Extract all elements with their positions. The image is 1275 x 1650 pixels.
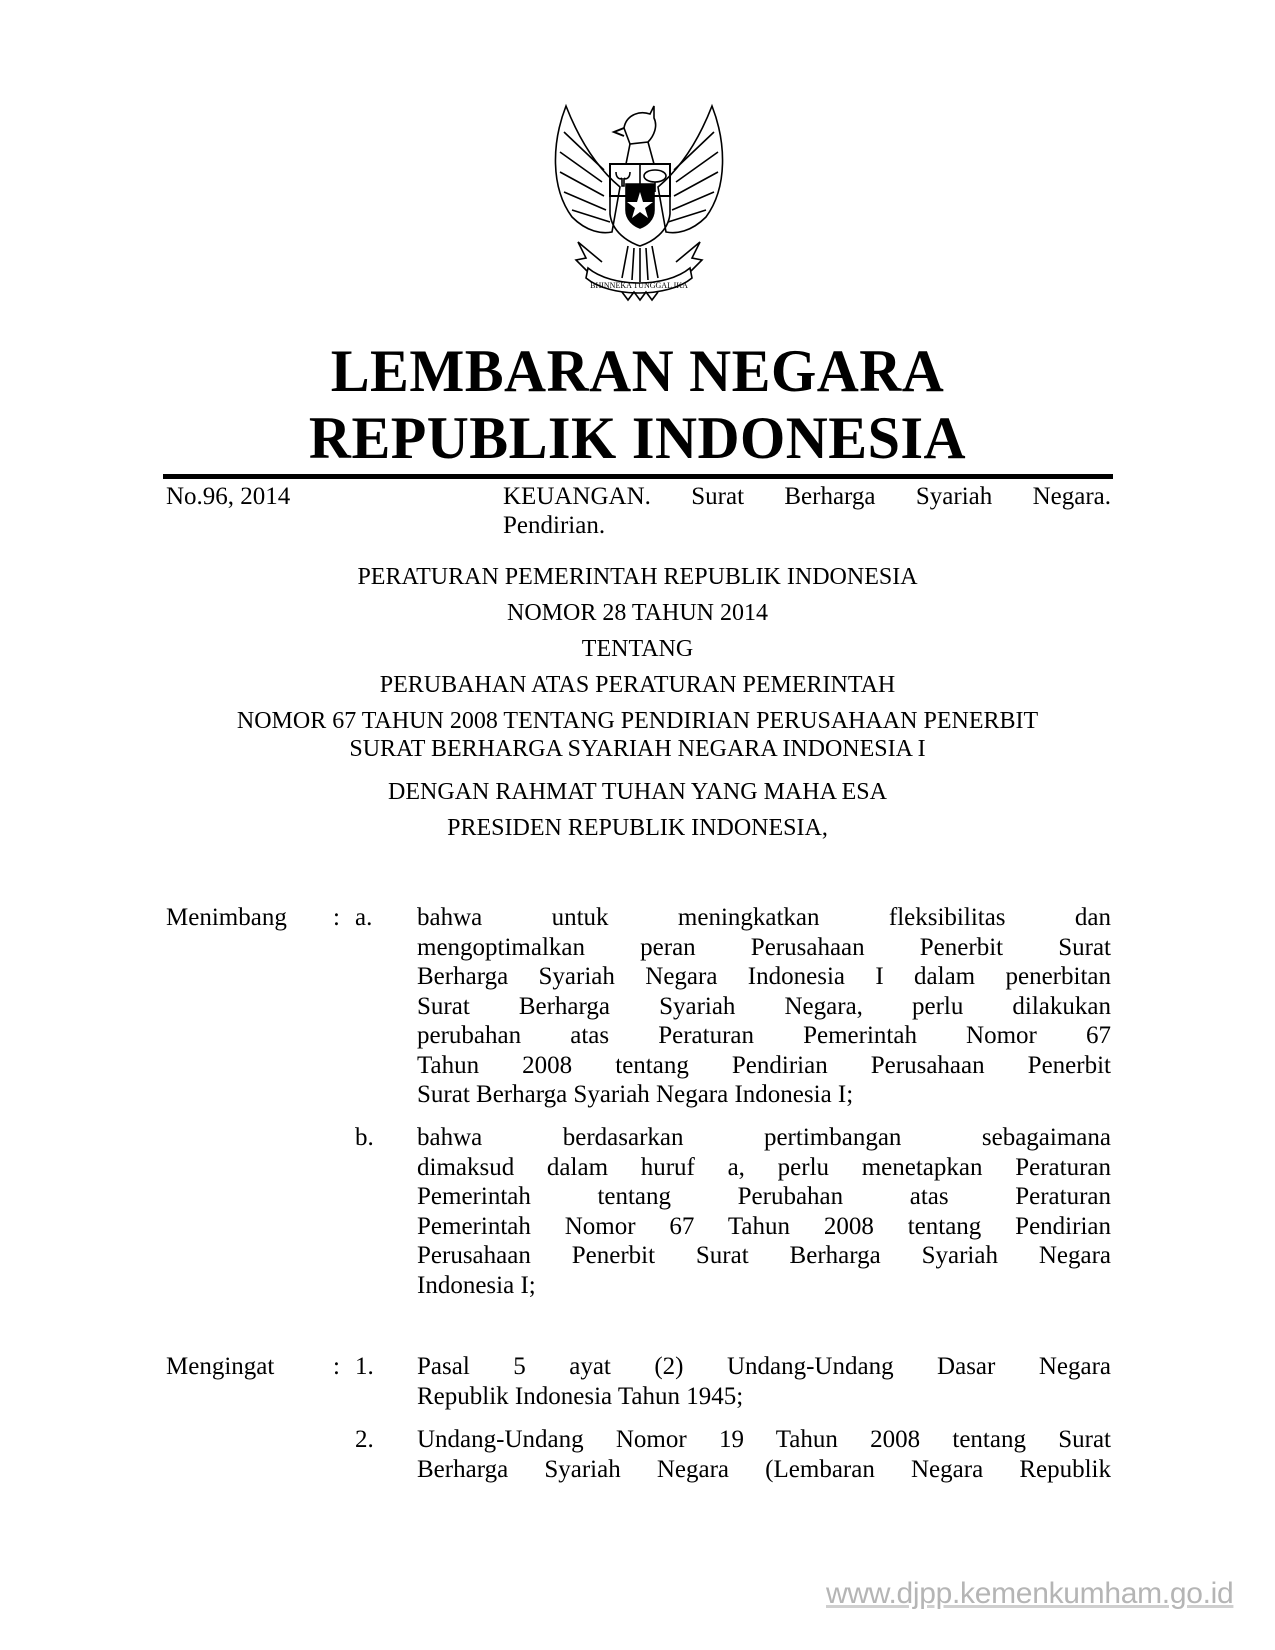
text-line: Republik Indonesia Tahun 1945; [417,1382,744,1410]
list-marker-1: 1. [355,1353,374,1380]
regulation-subject-line1: PERUBAHAN ATAS PERATURAN PEMERINTAH [379,672,896,698]
mengingat-label: Mengingat [166,1353,275,1380]
list-marker-2: 2. [355,1426,374,1453]
list-marker-b: b. [355,1124,374,1151]
text-line: Surat Berharga Syariah Negara, perlu dilakukan [417,992,1111,1020]
text-line: mengoptimalkan peran Perusahaan Penerbit Surat [417,933,1111,961]
mengingat-item-2 [417,1425,1111,1484]
text-line: Perusahaan Penerbit Surat Berharga Syariah Negara [417,1242,1111,1269]
menimbang-colon: : [333,904,340,931]
regulation-tentang: TENTANG [581,636,694,662]
regulation-number: NOMOR 28 TAHUN 2014 [507,600,768,626]
text-line: bahwa untuk meningkatkan fleksibilitas dan [417,904,1111,931]
mengingat-colon: : [333,1353,340,1380]
text-line: dimaksud dalam huruf a, perlu menetapkan Peraturan [417,1153,1111,1181]
regulation-subject-line3: SURAT BERHARGA SYARIAH NEGARA INDONESIA I [349,736,926,762]
gazette-category-line1: KEUANGAN. Surat Berharga Syariah Negara. [503,483,1111,510]
text-line: bahwa berdasarkan pertimbangan sebagaimana [417,1124,1111,1151]
menimbang-item-a [417,903,1111,1110]
mengingat-item-1 [417,1352,1111,1411]
source-watermark-link[interactable]: www.djpp.kemenkumham.go.id [826,1577,1234,1610]
list-marker-a: a. [355,904,373,931]
gazette-title-line2: REPUBLIK INDONESIA [308,405,967,471]
text-line: Pasal 5 ayat (2) Undang-Undang Dasar Negara [417,1353,1111,1380]
gazette-category [503,482,1111,540]
preamble-line2: PRESIDEN REPUBLIK INDONESIA, [447,815,828,841]
regulation-title: PERATURAN PEMERINTAH REPUBLIK INDONESIA [357,564,918,590]
header-divider [163,474,1113,479]
svg-text:BHINNEKA TUNGGAL IKA: BHINNEKA TUNGGAL IKA [590,281,688,290]
regulation-subject-line2: NOMOR 67 TAHUN 2008 TENTANG PENDIRIAN PERUSAHAAN PENERBIT [236,708,1039,734]
text-line: Pemerintah Nomor 67 Tahun 2008 tentang Pendirian [417,1212,1111,1240]
text-line: Surat Berharga Syariah Negara Indonesia I; [417,1081,854,1108]
text-line: Undang-Undang Nomor 19 Tahun 2008 tentang Surat [417,1426,1111,1453]
gazette-title-line1: LEMBARAN NEGARA [330,338,945,404]
text-line: Indonesia I; [417,1271,536,1299]
gazette-category-line2: Pendirian. [503,512,606,539]
menimbang-label: Menimbang [166,904,287,931]
text-line: Berharga Syariah Negara (Lembaran Negara Republik [417,1455,1111,1483]
text-line: Pemerintah tentang Perubahan atas Peraturan [417,1183,1111,1210]
garuda-emblem-icon [542,92,736,302]
text-line: Tahun 2008 tentang Pendirian Perusahaan Penerbit [417,1051,1111,1079]
menimbang-item-b [417,1123,1111,1300]
preamble-line1: DENGAN RAHMAT TUHAN YANG MAHA ESA [388,779,887,805]
text-line: Berharga Syariah Negara Indonesia I dalam penerbitan [417,963,1111,990]
gazette-number: No.96, 2014 [166,483,291,510]
text-line: perubahan atas Peraturan Pemerintah Nomor 67 [417,1022,1111,1049]
